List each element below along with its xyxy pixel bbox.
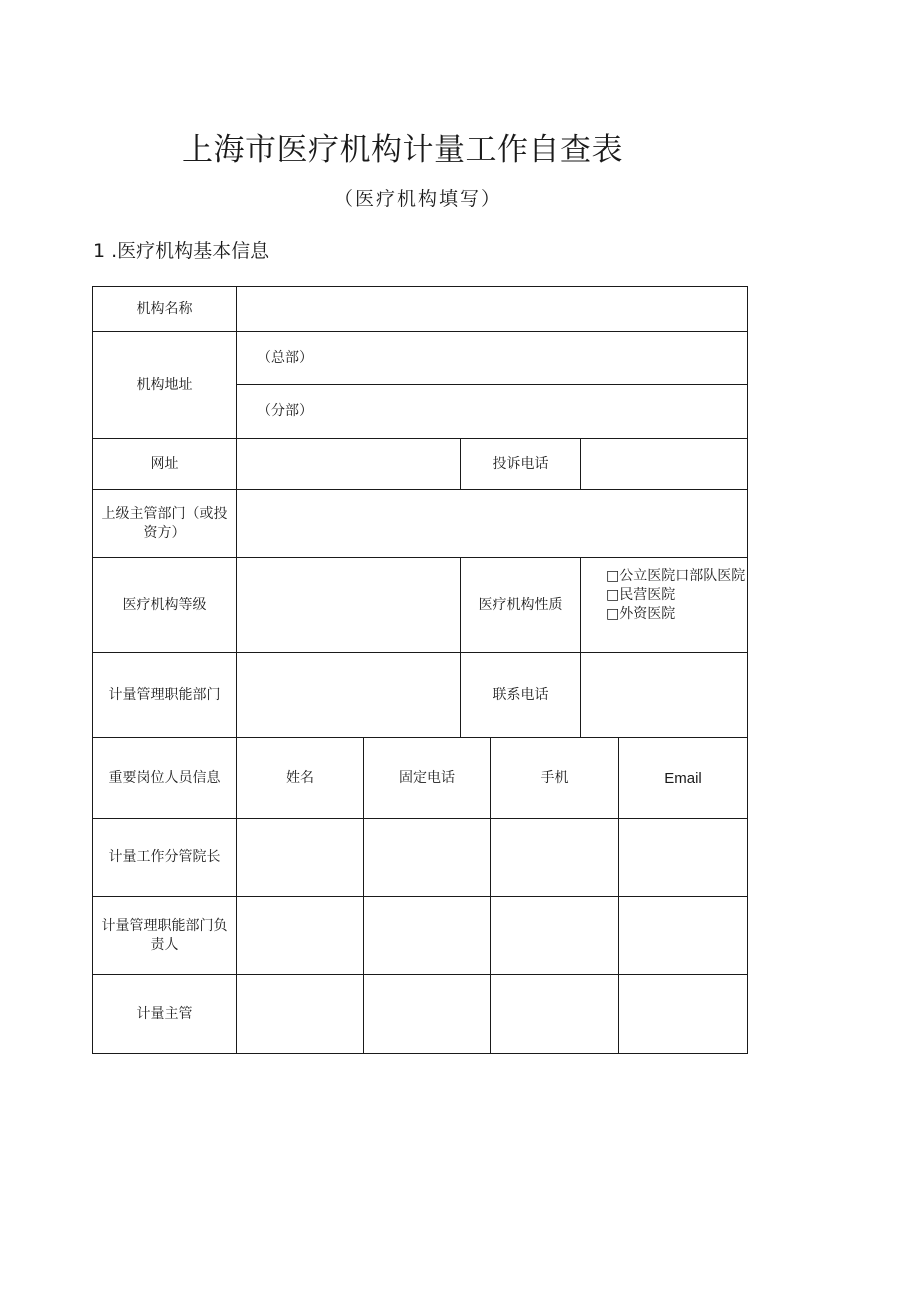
role-3-email-field[interactable] [619,975,747,1053]
role-3-fixed-phone-field[interactable] [364,975,490,1053]
supervisor-field[interactable] [237,490,747,557]
role-supervisor-label: 计量主管 [136,1005,193,1022]
role-1-name-field[interactable] [237,819,363,896]
address-label: 机构地址 [136,376,193,393]
grade-field[interactable] [237,558,460,652]
role-2-email-field[interactable] [619,897,747,974]
table-border-bottom [92,1053,748,1054]
contact-phone-label: 联系电话 [492,686,549,703]
role-3-mobile-field[interactable] [491,975,618,1053]
col-header-email: Email [664,769,702,787]
complaint-phone-field[interactable] [581,439,747,489]
website-label: 网址 [150,455,179,472]
address-hq-field[interactable]: （总部） [257,349,313,366]
col-header-mobile: 手机 [540,769,569,786]
table-border-right [747,286,748,1054]
supervisor-label: 上级主管部门（或投资方） [101,505,228,541]
role-2-mobile-field[interactable] [491,897,618,974]
role-2-name-field[interactable] [237,897,363,974]
section-heading: 1 .医疗机构基本信息 [93,240,270,262]
inst-name-label: 机构名称 [136,300,193,317]
role-1-mobile-field[interactable] [491,819,618,896]
page-subtitle: （医疗机构填写） [334,188,503,210]
nature-option-private[interactable]: □民营医院 [606,587,676,603]
nature-option-public[interactable]: □公立医院口部队医院 [606,568,746,584]
role-3-name-field[interactable] [237,975,363,1053]
col-header-name: 姓名 [286,769,314,786]
nature-label: 医疗机构性质 [478,596,563,613]
complaint-phone-label: 投诉电话 [492,455,549,472]
role-2-fixed-phone-field[interactable] [364,897,490,974]
role-1-fixed-phone-field[interactable] [364,819,490,896]
col-header-fixed-phone: 固定电话 [399,769,455,786]
inst-name-field[interactable] [237,287,747,331]
metro-dept-label: 计量管理职能部门 [108,686,221,703]
website-field[interactable] [237,439,460,489]
nature-option-foreign[interactable]: □外资医院 [606,606,676,622]
page-title: 上海市医疗机构计量工作自查表 [182,132,623,168]
role-dept-head-label: 计量管理职能部门负责人 [101,917,228,953]
metro-dept-field[interactable] [237,653,460,737]
nature-options [606,567,750,624]
personnel-label: 重要岗位人员信息 [108,769,221,786]
grade-label: 医疗机构等级 [122,596,207,613]
role-vice-president-label: 计量工作分管院长 [108,849,221,865]
role-1-email-field[interactable] [619,819,747,896]
address-branch-field[interactable]: （分部） [257,403,313,419]
contact-phone-field[interactable] [581,653,747,737]
